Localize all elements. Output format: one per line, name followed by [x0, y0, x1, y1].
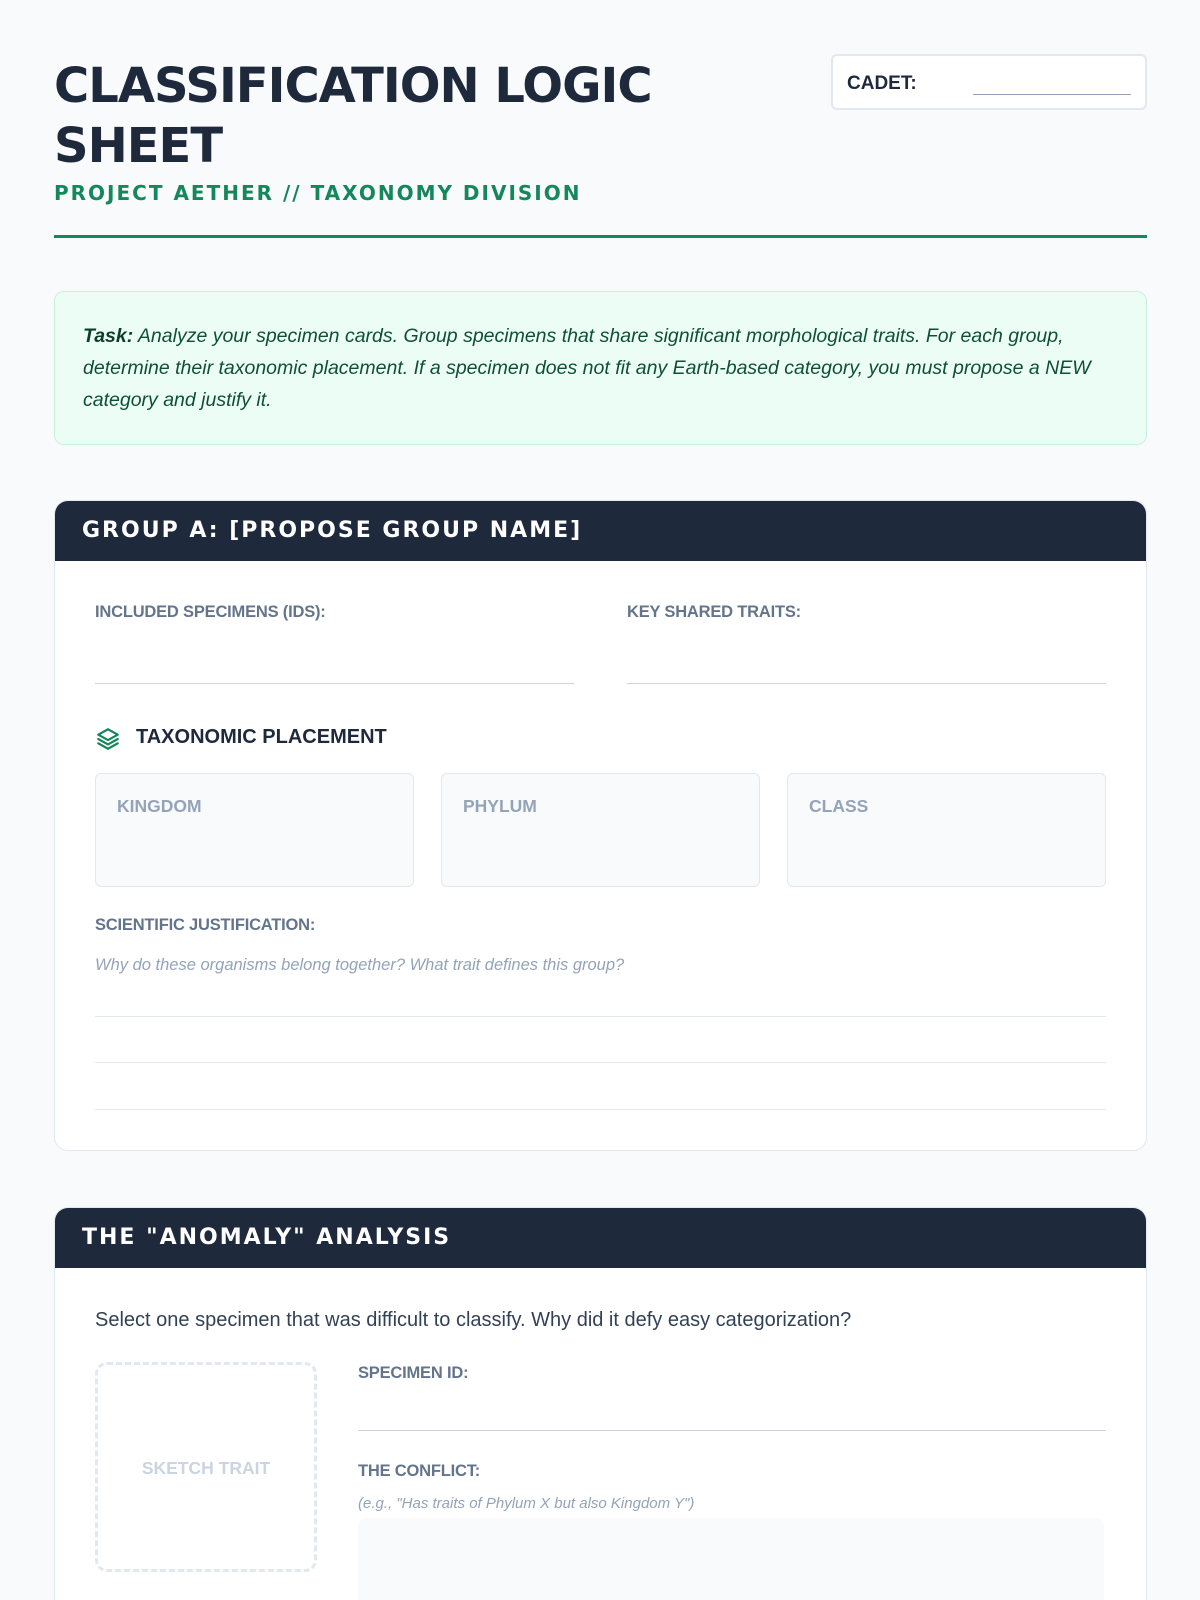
title-line-1: CLASSIFICATION LOGIC [54, 58, 652, 114]
conflict-text-area[interactable] [358, 1518, 1104, 1600]
cadet-name-field[interactable] [973, 94, 1131, 95]
conflict-label: THE CONFLICT: [358, 1462, 481, 1480]
class-label: CLASS [809, 796, 869, 816]
specimen-id-label: SPECIMEN ID: [358, 1364, 469, 1382]
specimen-id-field[interactable] [358, 1430, 1106, 1431]
justification-line-1[interactable] [95, 1016, 1106, 1017]
worksheet-page [54, 0, 1147, 1512]
justification-hint: Why do these organisms belong together? What trait defines this group? [95, 956, 625, 974]
page-title [54, 56, 754, 176]
sketch-trait-label: SKETCH TRAIT [141, 1458, 271, 1478]
task-instructions [54, 291, 1147, 445]
placement-title: TAXONOMIC PLACEMENT [136, 726, 387, 748]
sheet-header [54, 0, 1147, 238]
class-box[interactable] [787, 773, 1106, 887]
kingdom-box[interactable] [95, 773, 414, 887]
key-traits-label: KEY SHARED TRAITS: [627, 603, 801, 621]
conflict-hint: (e.g., "Has traits of Phylum X but also Kingdom Y") [358, 1495, 695, 1512]
phylum-box[interactable] [441, 773, 760, 887]
included-specimens-label: INCLUDED SPECIMENS (IDS): [95, 603, 326, 621]
anomaly-title: THE "ANOMALY" ANALYSIS [55, 1208, 1146, 1268]
group-a-title: GROUP A: [PROPOSE GROUP NAME] [55, 501, 1146, 561]
justification-label: SCIENTIFIC JUSTIFICATION: [95, 916, 316, 934]
phylum-label: PHYLUM [463, 796, 537, 816]
task-text: Analyze your specimen cards. Group specimens that share significant morphological traits. For each group, determine their taxonomic placement. If a specimen does not fit any Earth-based category, you must propose a NEW category and justify it. [83, 325, 1091, 411]
cadet-name-box [831, 54, 1147, 110]
justification-line-2[interactable] [95, 1062, 1106, 1063]
page-subtitle: PROJECT AETHER // TAXONOMY DIVISION [54, 181, 582, 205]
key-traits-field[interactable] [627, 683, 1106, 684]
sketch-trait-box[interactable] [95, 1362, 317, 1572]
included-specimens-field[interactable] [95, 683, 574, 684]
justification-line-3[interactable] [95, 1109, 1106, 1110]
cadet-label: CADET: [847, 73, 917, 94]
task-lead: Task: [83, 325, 134, 347]
anomaly-prompt: Select one specimen that was difficult to classify. Why did it defy easy categorization? [95, 1309, 852, 1331]
title-line-2: SHEET [54, 118, 223, 174]
layers-icon [95, 726, 121, 757]
kingdom-label: KINGDOM [117, 796, 202, 816]
